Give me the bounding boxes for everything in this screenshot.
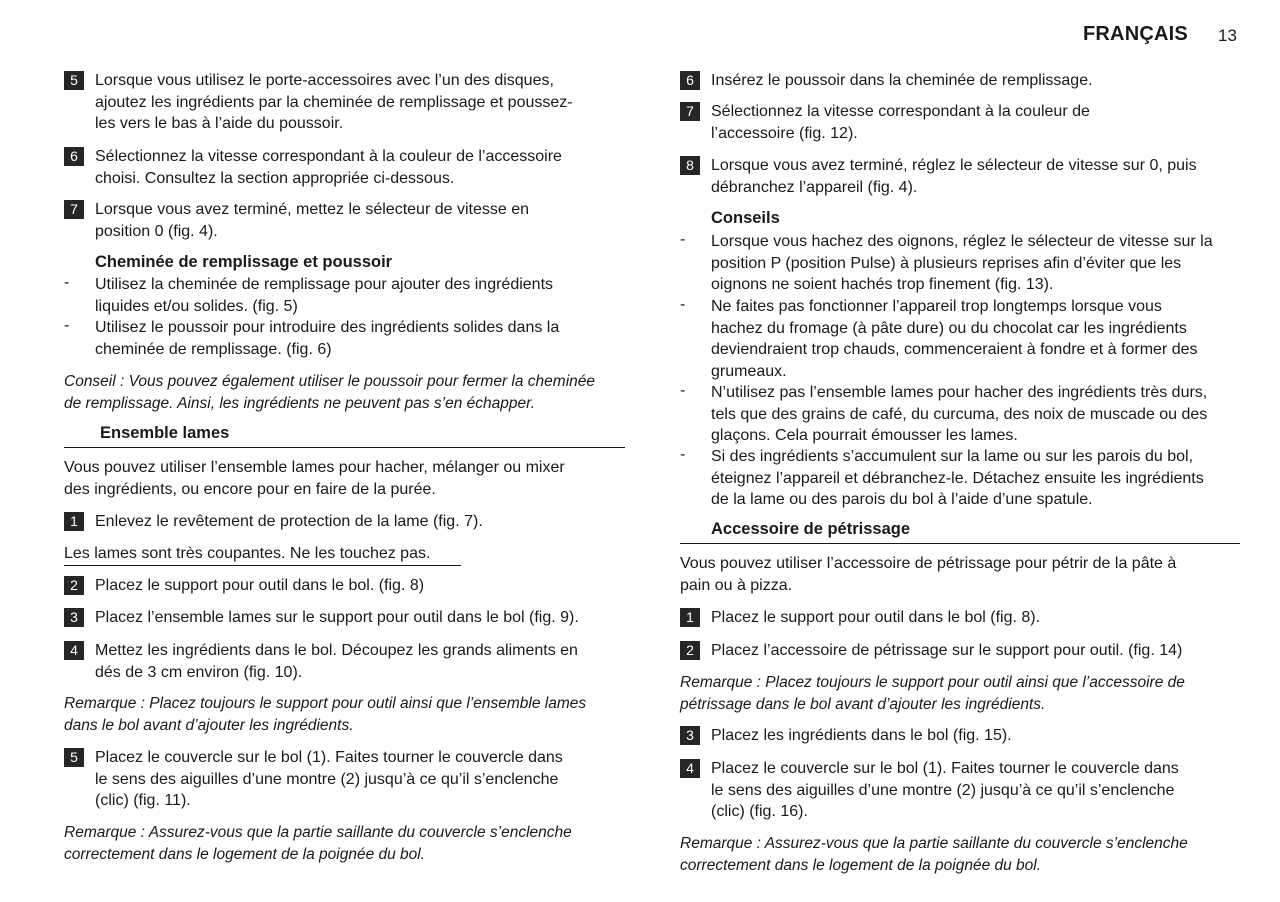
step-item	[680, 725, 1242, 747]
section-header	[64, 424, 625, 450]
remark-note: Remarque : Placez toujours le support pour outil ainsi que l’ensemble lames dans le bol avant d’ajouter les ingrédients.	[64, 695, 587, 734]
step-item	[64, 199, 630, 243]
step-item	[64, 607, 630, 629]
step-item	[64, 747, 630, 813]
bullet-item	[680, 382, 1242, 447]
step-text: Placez le support pour outil dans le bol. (fig. 8)	[95, 577, 425, 594]
step-text: Lorsque vous avez terminé, réglez le sélecteur de vitesse sur 0, puis débranchez l’appareil (fig. 4).	[711, 157, 1197, 196]
step-text: Sélectionnez la vitesse correspondant à la couleur de l’accessoire choisi. Consultez la section appropriée ci-dessous.	[95, 148, 562, 187]
step-item	[680, 607, 1242, 629]
step-text: Placez les ingrédients dans le bol (fig. 15).	[711, 727, 1012, 744]
step-number-badge: 6	[680, 71, 700, 90]
step-number-badge: 4	[680, 759, 700, 778]
step-text: Placez le couvercle sur le bol (1). Faites tourner le couvercle dans le sens des aiguilles d’une montre (2) jusqu’à ce qu’il s’enclenche (clic) (fig. 16).	[711, 760, 1179, 820]
step-text: Lorsque vous utilisez le porte-accessoires avec l’un des disques, ajoutez les ingrédients par la cheminée de remplissage et poussez- les vers le bas à l’aide du poussoir.	[95, 72, 573, 132]
bullet-text: Ne faites pas fonctionner l’appareil trop longtemps lorsque vous hachez du fromage (à pâte dure) ou du chocolat car les ingrédients deviendraient trop chauds, commenceraient à fondre et à former des grumeaux.	[711, 298, 1198, 380]
bullet-dash: -	[680, 446, 686, 463]
step-item	[680, 70, 1242, 92]
step-text: Placez le couvercle sur le bol (1). Faites tourner le couvercle dans le sens des aiguilles d’une montre (2) jusqu’à ce qu’il s’enclenche (clic) (fig. 11).	[95, 749, 563, 809]
step-number-badge: 2	[64, 576, 84, 595]
step-text: Enlevez le revêtement de protection de la lame (fig. 7).	[95, 513, 483, 530]
intro-paragraph: Vous pouvez utiliser l’ensemble lames pour hacher, mélanger ou mixer des ingrédients, ou encore pour en faire de la purée.	[64, 459, 565, 498]
section-divider	[64, 447, 625, 448]
step-number-badge: 8	[680, 156, 700, 175]
step-item	[680, 155, 1242, 199]
step-number-badge: 1	[680, 608, 700, 627]
step-text: Mettez les ingrédients dans le bol. Découpez les grands aliments en dés de 3 cm environ (fig. 10).	[95, 642, 578, 681]
step-number-badge: 1	[64, 512, 84, 531]
remark-note: Remarque : Assurez-vous que la partie saillante du couvercle s’enclenche correctement dans le logement de la poignée du bol.	[64, 824, 572, 863]
intro-paragraph: Vous pouvez utiliser l’accessoire de pétrissage pour pétrir de la pâte à pain ou à pizza.	[680, 555, 1177, 594]
page-number: 13	[1218, 26, 1237, 45]
bullet-dash: -	[64, 274, 70, 291]
bullet-text: Utilisez le poussoir pour introduire des ingrédients solides dans la cheminée de remplissage. (fig. 6)	[95, 319, 560, 358]
step-item	[64, 575, 630, 597]
step-text: Placez le support pour outil dans le bol (fig. 8).	[711, 609, 1041, 626]
bullet-text: Si des ingrédients s’accumulent sur la lame ou sur les parois du bol, éteignez l’appareil et débranchez-le. Détachez ensuite les ingrédients de la lame ou des parois du bol à l’aide d’une spatule.	[711, 448, 1204, 508]
section-divider	[680, 543, 1240, 544]
subsection-heading: Cheminée de remplissage et poussoir	[95, 253, 393, 271]
step-text: Sélectionnez la vitesse correspondant à la couleur de l’accessoire (fig. 12).	[711, 103, 1090, 142]
bullet-dash: -	[680, 296, 686, 313]
step-text: Insérez le poussoir dans la cheminée de remplissage.	[711, 72, 1093, 89]
step-item	[680, 640, 1242, 662]
section-header	[680, 520, 1240, 546]
tip-note: Conseil : Vous pouvez également utiliser le poussoir pour fermer la cheminée de remplissage. Ainsi, les ingrédients ne peuvent pas s’en échapper.	[64, 373, 596, 412]
bullet-item	[680, 231, 1242, 296]
bullet-dash: -	[64, 317, 70, 334]
step-number-badge: 3	[64, 608, 84, 627]
step-number-badge: 3	[680, 726, 700, 745]
step-number-badge: 7	[680, 102, 700, 121]
subsection-heading: Conseils	[711, 209, 780, 227]
bullet-text: Lorsque vous hachez des oignons, réglez le sélecteur de vitesse sur la position P (position Pulse) à plusieurs reprises afin d’éviter que les oignons ne soient hachés trop finement (fig. 13).	[711, 233, 1213, 293]
step-item	[64, 70, 630, 136]
warning-underline	[64, 565, 461, 566]
step-number-badge: 7	[64, 200, 84, 219]
step-number-badge: 4	[64, 641, 84, 660]
step-number-badge: 5	[64, 71, 84, 90]
bullet-item	[680, 446, 1242, 511]
warning-text	[64, 543, 430, 565]
bullet-item	[64, 274, 630, 318]
bullet-dash: -	[680, 231, 686, 248]
step-number-badge: 5	[64, 748, 84, 767]
remark-note: Remarque : Assurez-vous que la partie saillante du couvercle s’enclenche correctement dans le logement de la poignée du bol.	[680, 835, 1188, 874]
section-title: Accessoire de pétrissage	[711, 520, 911, 538]
step-item	[64, 511, 630, 533]
step-text: Lorsque vous avez terminé, mettez le sélecteur de vitesse en position 0 (fig. 4).	[95, 201, 529, 240]
bullet-text: N’utilisez pas l’ensemble lames pour hacher des ingrédients très durs, tels que des grains de café, du curcuma, des noix de muscade ou des glaçons. Cela pourrait émousser les lames.	[711, 384, 1208, 444]
step-number-badge: 6	[64, 147, 84, 166]
step-item	[64, 640, 630, 684]
step-item	[680, 101, 1242, 145]
bullet-dash: -	[680, 382, 686, 399]
section-title: Ensemble lames	[100, 424, 230, 442]
step-item	[64, 146, 630, 190]
bullet-item	[680, 296, 1242, 382]
language-header: FRANÇAIS	[1083, 23, 1188, 45]
step-number-badge: 2	[680, 641, 700, 660]
bullet-text: Utilisez la cheminée de remplissage pour ajouter des ingrédients liquides et/ou solides. (fig. 5)	[95, 276, 554, 315]
warning-label: Les lames sont très coupantes. Ne les touchez pas.	[64, 545, 431, 562]
remark-note: Remarque : Placez toujours le support pour outil ainsi que l’accessoire de pétrissage dans le bol avant d’ajouter les ingrédients.	[680, 674, 1185, 713]
step-text: Placez l’accessoire de pétrissage sur le support pour outil. (fig. 14)	[711, 642, 1183, 659]
step-item	[680, 758, 1242, 824]
step-text: Placez l’ensemble lames sur le support pour outil dans le bol (fig. 9).	[95, 609, 579, 626]
bullet-item	[64, 317, 630, 361]
